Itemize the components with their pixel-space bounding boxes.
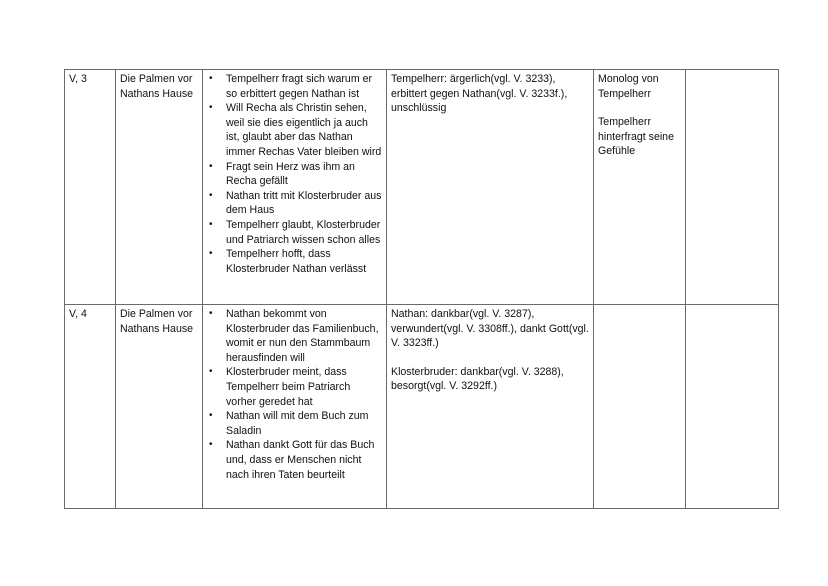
scene-cell: V, 3 <box>65 70 116 305</box>
note-text: Monolog von Tempelherr <box>598 73 659 100</box>
events-cell <box>203 70 387 305</box>
events-list <box>207 72 382 276</box>
events-list <box>207 307 382 482</box>
emotions-cell <box>387 70 594 305</box>
table-row <box>65 70 779 305</box>
list-item: • Fragt sein Herz was ihm an Recha gefällt <box>207 160 382 189</box>
emotion-text: Nathan: dankbar(vgl. V. 3287), verwundert(vgl. V. 3308ff.), dankt Gott(vgl. V. 3323ff.) <box>391 308 589 350</box>
extra-cell <box>686 305 779 509</box>
list-item: • Nathan bekommt von Klosterbruder das Familienbuch, womit er nun den Stammbaum herausfinden will <box>207 307 382 365</box>
list-item: • Klosterbruder meint, dass Tempelherr beim Patriarch vorher geredet hat <box>207 365 382 409</box>
table-row <box>65 305 779 509</box>
note-text: Tempelherr hinterfragt seine Gefühle <box>598 116 674 158</box>
extra-cell <box>686 70 779 305</box>
list-item: • Nathan tritt mit Klosterbruder aus dem Haus <box>207 189 382 218</box>
list-item: • Will Recha als Christin sehen, weil sie dies eigentlich ja auch ist, glaubt aber das Nathan immer Rechas Vater bleiben wird <box>207 101 382 159</box>
list-item: • Nathan will mit dem Buch zum Saladin <box>207 409 382 438</box>
list-item: • Tempelherr glaubt, Klosterbruder und Patriarch wissen schon alles <box>207 218 382 247</box>
location-cell: Die Palmen vor Nathans Hause <box>116 70 203 305</box>
scene-cell: V, 4 <box>65 305 116 509</box>
list-item: • Tempelherr fragt sich warum er so erbittert gegen Nathan ist <box>207 72 382 101</box>
location-cell: Die Palmen vor Nathans Hause <box>116 305 203 509</box>
notes-cell <box>594 70 686 305</box>
emotion-text: Klosterbruder: dankbar(vgl. V. 3288), besorgt(vgl. V. 3292ff.) <box>391 365 564 393</box>
events-cell <box>203 305 387 509</box>
list-item: • Nathan dankt Gott für das Buch und, dass er Menschen nicht nach ihren Taten beurteilt <box>207 438 382 482</box>
emotion-text: Tempelherr: ärgerlich(vgl. V. 3233), erbittert gegen Nathan(vgl. V. 3233f.), unschlüssig <box>391 73 568 115</box>
notes-cell <box>594 305 686 509</box>
emotions-cell <box>387 305 594 509</box>
list-item: • Tempelherr hofft, dass Klosterbruder Nathan verlässt <box>207 247 382 276</box>
scene-analysis-table <box>64 69 779 509</box>
